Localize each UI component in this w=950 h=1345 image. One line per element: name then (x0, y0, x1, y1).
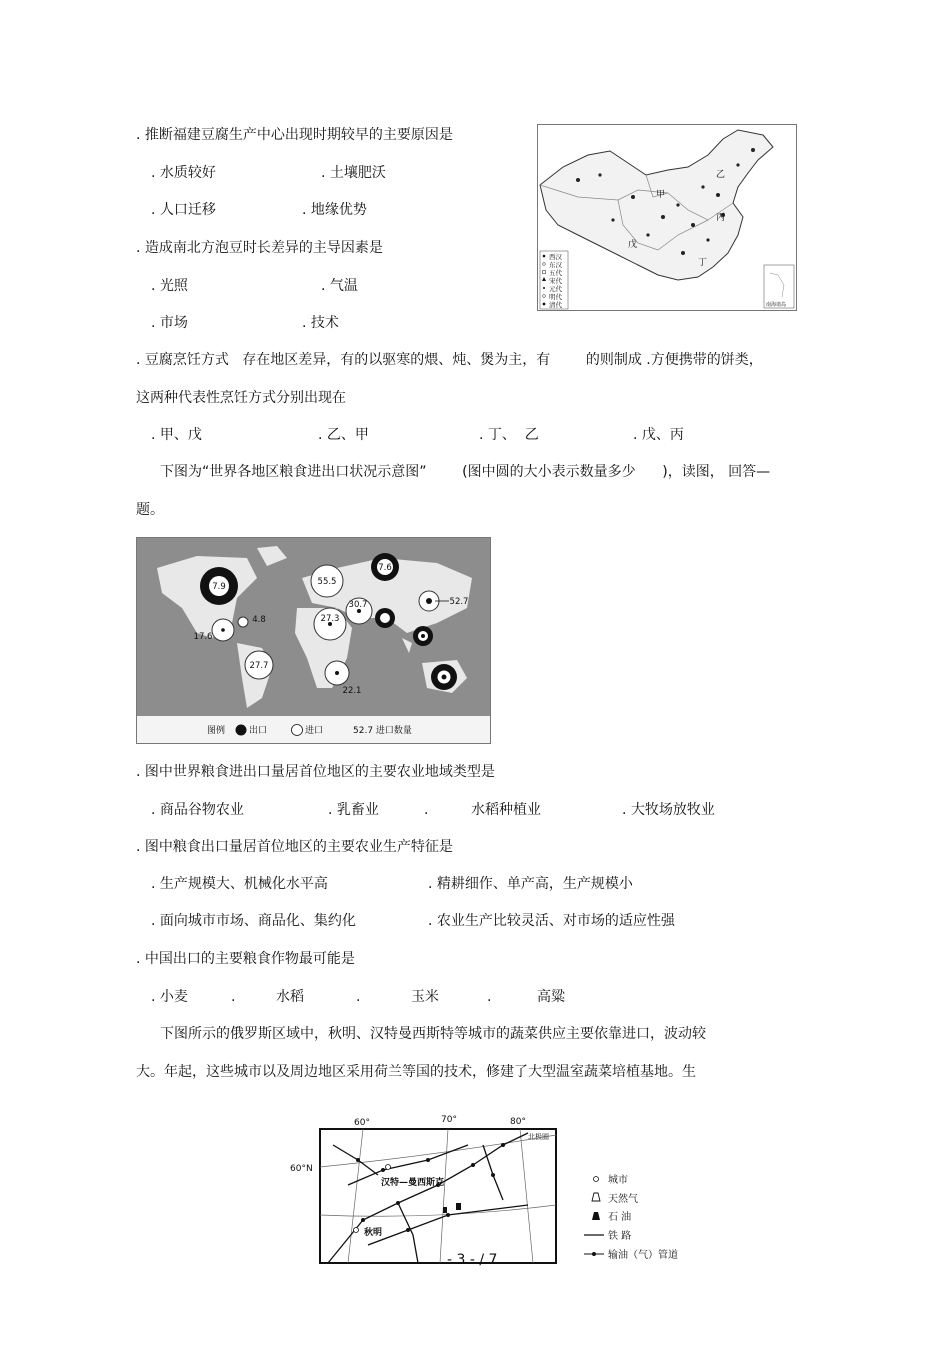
option-a[interactable]: . 光照 (151, 278, 188, 294)
russia-region-map (288, 1115, 710, 1267)
option-a[interactable]: . 生产规模大、机械化水平高 (151, 876, 328, 892)
question-stem: . 图中世界粮食进出口量居首位地区的主要农业地域类型是 (136, 764, 495, 780)
option-d-marker[interactable]: . (487, 989, 492, 1005)
legend-import: 进口 (305, 726, 324, 736)
value-label: 27.3 (320, 614, 340, 624)
option-c[interactable]: . 面向城市市场、商品化、集约化 (151, 913, 356, 929)
map-label-jia: 甲 (656, 190, 666, 200)
map-label-wu: 戊 (628, 240, 638, 250)
value-label: 52.7 (449, 597, 469, 607)
legend-export: 出口 (249, 726, 268, 736)
world-grain-map (136, 537, 491, 744)
legend-item: 石 油 (608, 1212, 632, 1223)
option-b-marker[interactable]: . (231, 989, 236, 1005)
option-d[interactable]: . 地缘优势 (302, 202, 367, 218)
legend-item: 城市 (608, 1175, 628, 1186)
legend-prefix: 图例 (207, 726, 226, 736)
option-c[interactable]: . 人口迁移 (151, 202, 216, 218)
option-d[interactable]: . 农业生产比较灵活、对市场的适应性强 (428, 913, 675, 929)
option-a[interactable]: . 甲、戊 (151, 427, 202, 443)
option-d[interactable]: . 戊、丙 (633, 427, 684, 443)
page-number: - 3 - / 7 (447, 1252, 498, 1268)
legend-item: 铁 路 (608, 1231, 632, 1242)
option-b[interactable]: 水稻 (276, 989, 304, 1005)
option-d[interactable]: . 技术 (302, 315, 339, 331)
legend-item: 东汉 (549, 261, 562, 269)
value-label: 7.9 (212, 582, 226, 592)
import-circle (238, 617, 248, 627)
legend-item: 明代 (549, 293, 562, 301)
question-stem: . 图中粮食出口量居首位地区的主要农业生产特征是 (136, 839, 453, 855)
map-legend (540, 251, 568, 309)
lon-label: 60° (354, 1118, 370, 1128)
question-stem: . 豆腐烹饪方式 存在地区差异，有的以驱寒的煨、炖、煲为主，有 的则制成 .方便携带的饼类， (136, 352, 763, 368)
question-stem-cont: 这两种代表性烹饪方式分别出现在 (136, 390, 346, 406)
option-c-marker[interactable]: . (356, 989, 361, 1005)
value-label: 30.7 (348, 600, 368, 610)
map-label-ding: 丁 (698, 258, 708, 268)
value-label: 27.7 (249, 661, 269, 671)
option-b[interactable]: . 乳畜业 (328, 802, 379, 818)
legend-item: 元代 (549, 285, 562, 293)
option-c[interactable]: . 丁、 乙 (479, 427, 539, 443)
map-label-yi: 乙 (716, 170, 726, 180)
map-label-bing: 丙 (716, 213, 726, 223)
russia-map-legend (584, 1173, 678, 1261)
value-label: 4.8 (252, 615, 266, 625)
arctic-circle-label: 北极圈 (528, 1133, 549, 1141)
value-label: 55.5 (317, 577, 337, 587)
south-china-sea-inset (764, 265, 794, 308)
option-c[interactable]: . 市场 (151, 315, 188, 331)
city-label: 汉特—曼西斯克 (381, 1178, 445, 1188)
option-c[interactable]: 玉米 (411, 989, 439, 1005)
passage-text: 下图所示的俄罗斯区域中，秋明、汉特曼西斯特等城市的蔬菜供应主要依靠进口，波动较 (160, 1026, 706, 1042)
option-b[interactable]: . 气温 (321, 278, 358, 294)
value-label: 17.6 (193, 632, 213, 642)
value-label: 22.1 (342, 686, 362, 696)
option-c-marker[interactable]: . (424, 802, 429, 818)
legend-item: 五代 (549, 269, 562, 277)
question-stem: . 造成南北方泡豆时长差异的主导因素是 (136, 240, 383, 256)
legend-item: 输油（气）管道 (608, 1250, 678, 1261)
lon-label: 70° (441, 1115, 457, 1125)
legend-item: 西汉 (549, 253, 562, 261)
city-label: 秋明 (364, 1228, 383, 1238)
legend-item: 宋代 (549, 277, 562, 285)
passage-text: 题。 (136, 502, 164, 518)
world-map-legend (207, 724, 412, 736)
inset-label: 南海诸岛 (766, 302, 787, 308)
option-c[interactable]: 水稻种植业 (471, 802, 541, 818)
legend-item: 天然气 (608, 1194, 638, 1205)
china-tofu-map (537, 124, 797, 311)
legend-item: 清代 (549, 301, 562, 309)
lat-label: 60°N (290, 1164, 313, 1174)
option-b[interactable]: . 乙、甲 (318, 427, 369, 443)
option-b[interactable]: . 精耕细作、单产高，生产规模小 (428, 876, 633, 892)
option-d[interactable]: . 大牧场放牧业 (622, 802, 715, 818)
option-b[interactable]: . 土壤肥沃 (321, 165, 386, 181)
passage-text: 大。年起，这些城市以及周边地区采用荷兰等国的技术，修建了大型温室蔬菜培植基地。生 (136, 1064, 696, 1080)
lon-label: 80° (510, 1117, 526, 1127)
legend-value-note: 52.7 进口数量 (353, 726, 412, 736)
value-label: 7.6 (378, 563, 392, 573)
option-a[interactable]: . 小麦 (151, 989, 188, 1005)
question-stem: . 中国出口的主要粮食作物最可能是 (136, 951, 355, 967)
option-a[interactable]: . 商品谷物农业 (151, 802, 244, 818)
question-stem: . 推断福建豆腐生产中心出现时期较早的主要原因是 (136, 127, 453, 143)
option-a[interactable]: . 水质较好 (151, 165, 216, 181)
passage-text: 下图为“世界各地区粮食进出口状况示意图” (图中圆的大小表示数量多少 )，读图， 回答— (160, 464, 771, 480)
option-d[interactable]: 高粱 (537, 989, 565, 1005)
